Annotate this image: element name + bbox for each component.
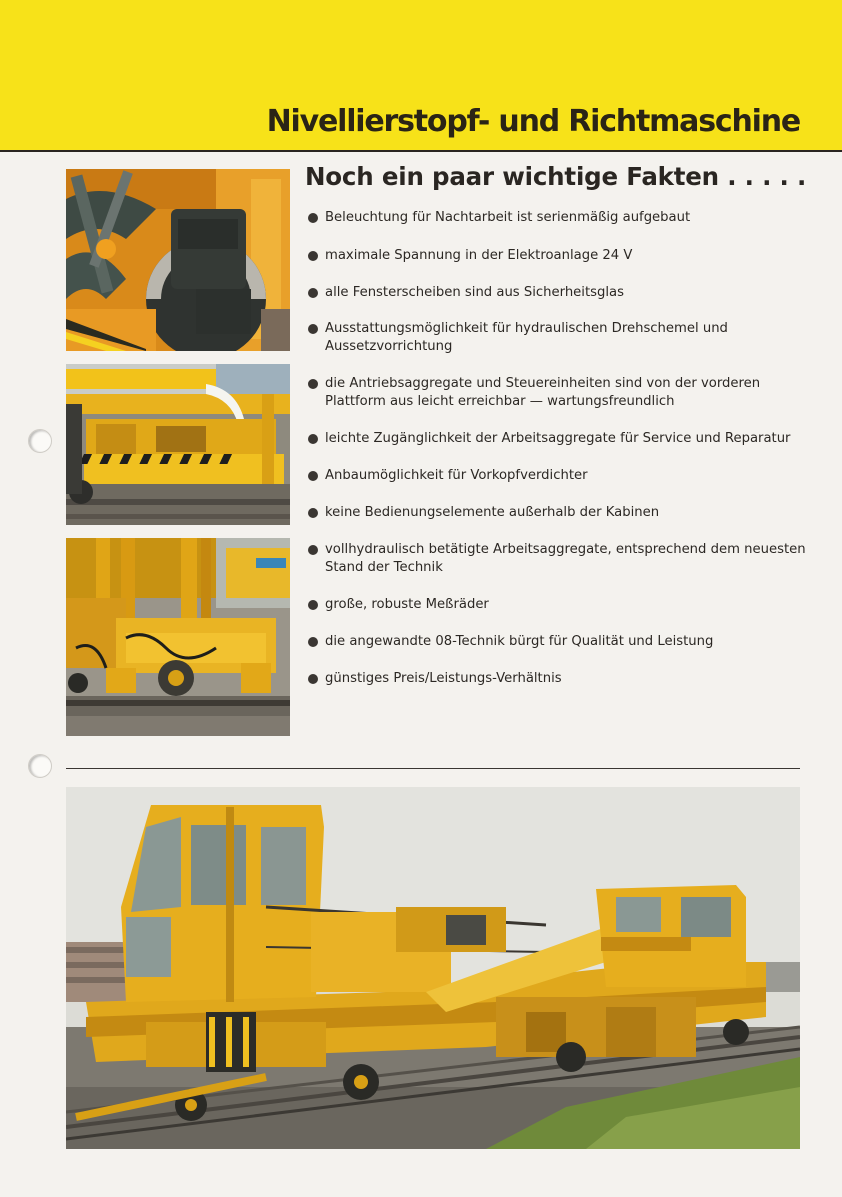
- fact-item: Anbaumöglichkeit für Vorkopfverdichter: [308, 467, 808, 485]
- bullet-icon: [308, 674, 318, 684]
- fact-item: die Antriebsaggregate und Steuereinheiten sind von der vorderen Plattform aus leicht erreichbar — wartungsfreundlich: [308, 375, 808, 411]
- bullet-icon: [308, 434, 318, 444]
- photo-control-detail: [66, 169, 290, 351]
- bullet-icon: [308, 545, 318, 555]
- photo-tamping-units: [66, 538, 290, 736]
- fact-item: Ausstattungsmöglichkeit für hydraulischen Drehschemel und Aussetzvorrichtung: [308, 320, 808, 356]
- fact-item: Beleuchtung für Nachtarbeit ist serienmäßig aufgebaut: [308, 209, 808, 227]
- fact-item: große, robuste Meßräder: [308, 596, 808, 614]
- fact-item: alle Fensterscheiben sind aus Sicherheitsglas: [308, 284, 808, 302]
- photo-machine-overview: [66, 787, 800, 1149]
- bullet-icon: [308, 288, 318, 298]
- bullet-icon: [308, 324, 318, 334]
- fact-item: die angewandte 08-Technik bürgt für Qualität und Leistung: [308, 633, 808, 651]
- bullet-icon: [308, 600, 318, 610]
- fact-item: keine Bedienungselemente außerhalb der Kabinen: [308, 504, 808, 522]
- photo-front-platform: [66, 364, 290, 525]
- section-divider: [66, 768, 800, 769]
- fact-item: leichte Zugänglichkeit der Arbeitsaggregate für Service und Reparatur: [308, 430, 808, 448]
- bullet-icon: [308, 213, 318, 223]
- bullet-icon: [308, 508, 318, 518]
- fact-item: maximale Spannung in der Elektroanlage 24 V: [308, 247, 808, 265]
- punch-hole: [28, 754, 52, 778]
- punch-hole: [28, 429, 52, 453]
- bullet-icon: [308, 379, 318, 389]
- bullet-icon: [308, 637, 318, 647]
- bullet-icon: [308, 471, 318, 481]
- facts-heading: Noch ein paar wichtige Fakten . . . . .: [305, 162, 807, 191]
- bullet-icon: [308, 251, 318, 261]
- header-band: [0, 0, 842, 152]
- fact-item: günstiges Preis/Leistungs-Verhältnis: [308, 670, 808, 688]
- page-title: Nivellierstopf- und Richtmaschine: [266, 104, 800, 139]
- fact-item: vollhydraulisch betätigte Arbeitsaggregate, entsprechend dem neuesten Stand der Technik: [308, 541, 808, 577]
